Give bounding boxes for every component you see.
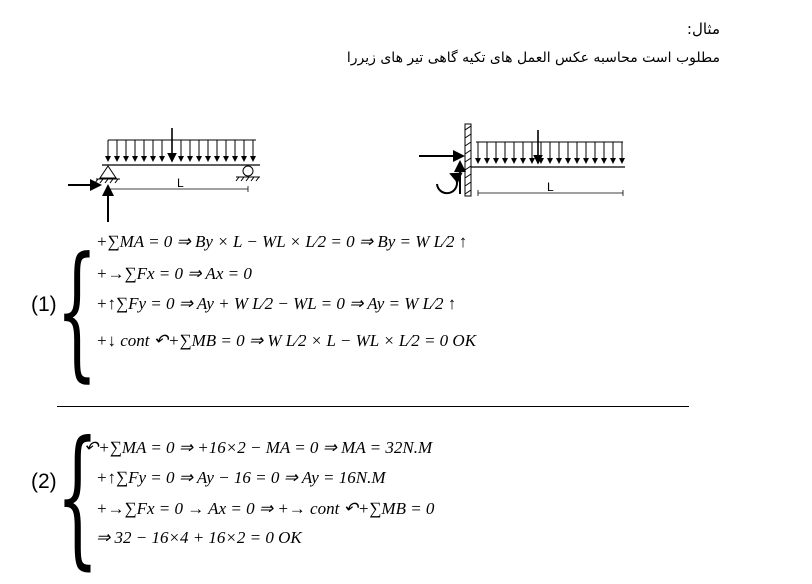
system2-eq-2: +↑∑Fy = 0 ⇒ Ay − 16 = 0 ⇒ Ay = 16N.M: [96, 468, 386, 487]
system2-brace: {: [56, 410, 99, 584]
example-title: مثال:: [686, 20, 720, 38]
problem-statement: مطلوب است محاسبه عکس العمل های تکیه گاهی تیر های زیررا: [346, 50, 720, 66]
system2-label: (2): [31, 470, 57, 493]
system1-eq-4: +↓ cont ↶+∑MB = 0 ⇒ W L⁄2 × L − WL × L⁄2 = 0 OK: [96, 331, 477, 350]
system2-eq-1: ↶+∑MA = 0 ⇒ +16×2 − MA = 0 ⇒ MA = 32N.M: [84, 438, 433, 457]
wall-support: [465, 124, 471, 196]
system1-label: (1): [31, 293, 57, 316]
span-label: L: [177, 176, 184, 190]
section-divider: [57, 406, 689, 407]
beam2-diagram: [415, 120, 635, 205]
system1-eq-1: +∑MA = 0 ⇒ By × L − WL × L⁄2 = 0 ⇒ By = W L⁄2 ↑: [96, 232, 468, 251]
system1-brace: {: [56, 226, 98, 396]
system2-eq-3: +→∑Fx = 0 → Ax = 0 ⇒ +→ cont ↶+∑MB = 0: [96, 499, 435, 518]
system1-eq-3: +↑∑Fy = 0 ⇒ Ay + W L⁄2 − WL = 0 ⇒ Ay = W L⁄2 ↑: [96, 294, 457, 313]
pin-support: [95, 166, 120, 183]
reaction-arrows: [68, 185, 108, 222]
system1-eq-2: +→∑Fx = 0 ⇒ Ax = 0: [96, 264, 252, 283]
system2-eq-4: ⇒ 32 − 16×4 + 16×2 = 0 OK: [96, 528, 302, 547]
roller-support: [236, 166, 260, 181]
beam1-diagram: [60, 128, 270, 228]
distributed-load-arrows: [108, 128, 256, 161]
span-label: L: [547, 180, 554, 194]
distributed-load-arrows: [476, 130, 623, 163]
reaction-arrows: [419, 156, 463, 194]
